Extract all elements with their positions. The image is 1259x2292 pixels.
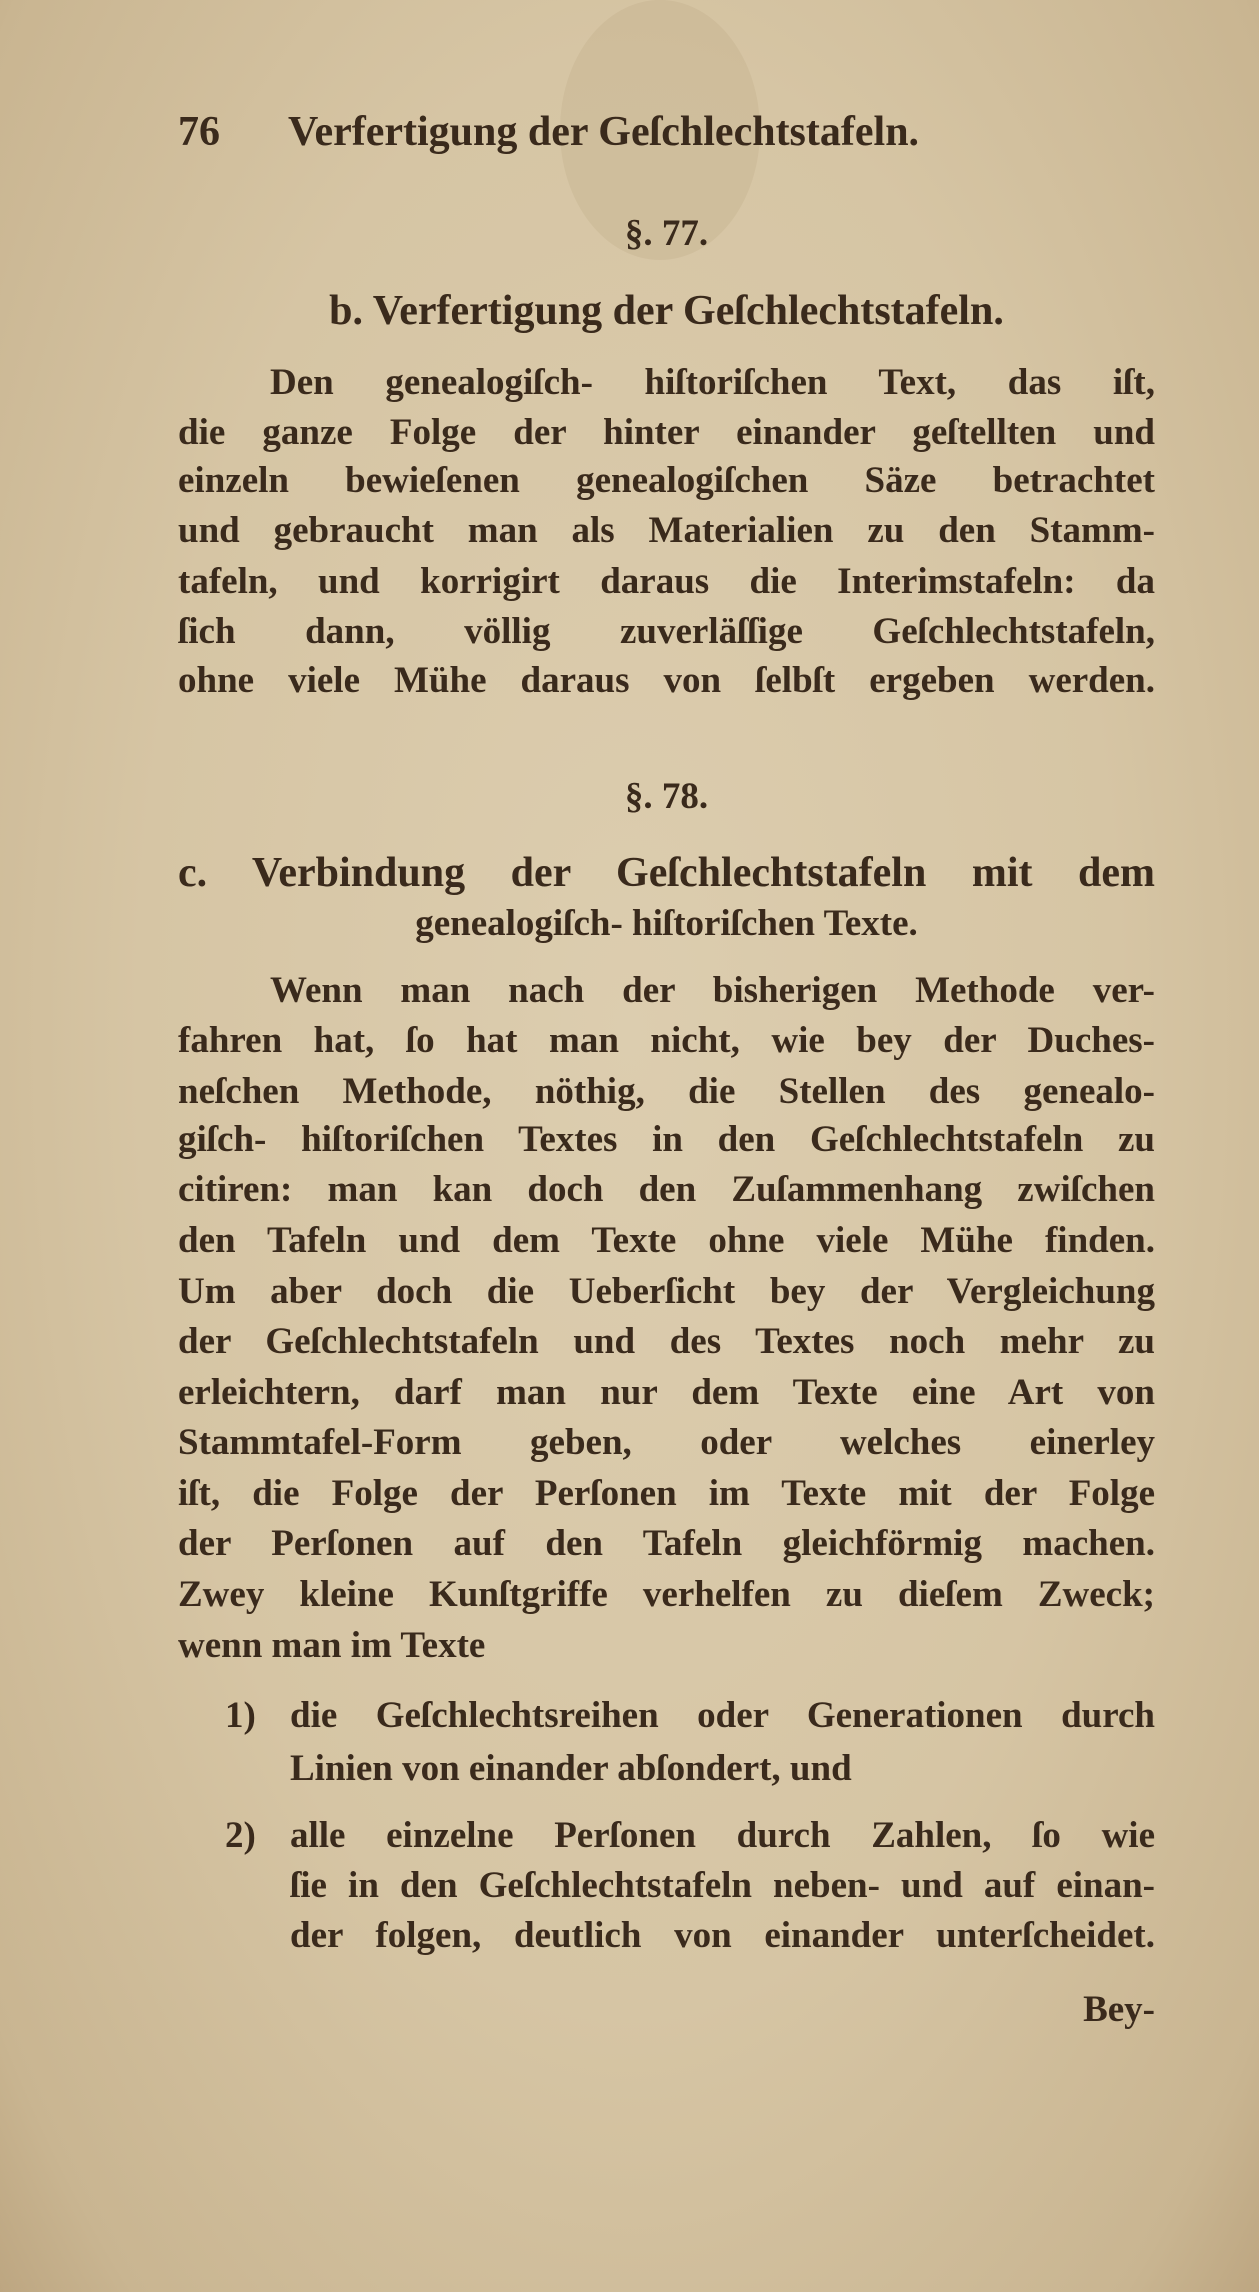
- text-line: Stammtafel-Form geben, oder welches einerley: [178, 1422, 1155, 1463]
- section-title: b. Verfertigung der Geſchlechtstafeln.: [329, 288, 1004, 334]
- list-marker: 1): [225, 1695, 256, 1736]
- text-line: giſch- hiſtoriſchen Textes in den Geſchlechtstafeln zu: [178, 1119, 1155, 1160]
- page-number: 76: [178, 109, 220, 155]
- list-item-line: Linien von einander abſondert, und: [290, 1748, 852, 1789]
- list-item-line: alle einzelne Perſonen durch Zahlen, ſo wie: [290, 1815, 1155, 1856]
- running-title: Verfertigung der Geſchlechtstafeln.: [288, 109, 920, 155]
- catchword: Bey-: [1083, 1989, 1155, 2030]
- running-header: [178, 106, 1155, 158]
- text-line: Zwey kleine Kunſtgriffe verhelfen zu dieſem Zweck;: [178, 1574, 1155, 1615]
- section-number: §. 77.: [624, 213, 709, 254]
- text-line: den Tafeln und dem Texte ohne viele Mühe finden.: [178, 1220, 1155, 1261]
- text-line: erleichtern, darf man nur dem Texte eine Art von: [178, 1372, 1155, 1413]
- list-item-line: die Geſchlechtsreihen oder Generationen durch: [290, 1695, 1155, 1736]
- text-line: wenn man im Texte: [178, 1625, 486, 1666]
- text-line: ohne viele Mühe daraus von ſelbſt ergeben werden.: [178, 660, 1155, 701]
- list-marker: 2): [225, 1815, 256, 1856]
- list-item-line: der folgen, deutlich von einander unterſcheidet.: [290, 1915, 1155, 1956]
- text-line: fahren hat, ſo hat man nicht, wie bey der Duches-: [178, 1020, 1155, 1061]
- text-line: neſchen Methode, nöthig, die Stellen des genealo-: [178, 1071, 1155, 1112]
- text-line: der Geſchlechtstafeln und des Textes noch mehr zu: [178, 1321, 1155, 1362]
- text-line: die ganze Folge der hinter einander geſtellten und: [178, 412, 1155, 453]
- text-line: einzeln bewieſenen genealogiſchen Säze betrachtet: [178, 460, 1155, 501]
- section-title: c. Verbindung der Geſchlechtstafeln mit dem: [178, 850, 1155, 896]
- section-number: §. 78.: [624, 776, 709, 817]
- text-line: Um aber doch die Ueberſicht bey der Vergleichung: [178, 1271, 1155, 1312]
- text-line: tafeln, und korrigirt daraus die Interimstafeln: da: [178, 561, 1155, 602]
- text-line: iſt, die Folge der Perſonen im Texte mit der Folge: [178, 1473, 1155, 1514]
- text-line: Wenn man nach der bisherigen Methode ver-: [270, 970, 1155, 1011]
- text-line: und gebraucht man als Materialien zu den Stamm-: [178, 510, 1155, 551]
- section-title: genealogiſch- hiſtoriſchen Texte.: [415, 903, 918, 944]
- text-line: Den genealogiſch- hiſtoriſchen Text, das iſt,: [270, 362, 1155, 403]
- text-line: der Perſonen auf den Tafeln gleichförmig machen.: [178, 1523, 1155, 1564]
- text-line: ſich dann, völlig zuverläſſige Geſchlechtstafeln,: [178, 611, 1155, 652]
- text-line: citiren: man kan doch den Zuſammenhang zwiſchen: [178, 1169, 1155, 1210]
- list-item-line: ſie in den Geſchlechtstafeln neben- und auf einan-: [290, 1865, 1155, 1906]
